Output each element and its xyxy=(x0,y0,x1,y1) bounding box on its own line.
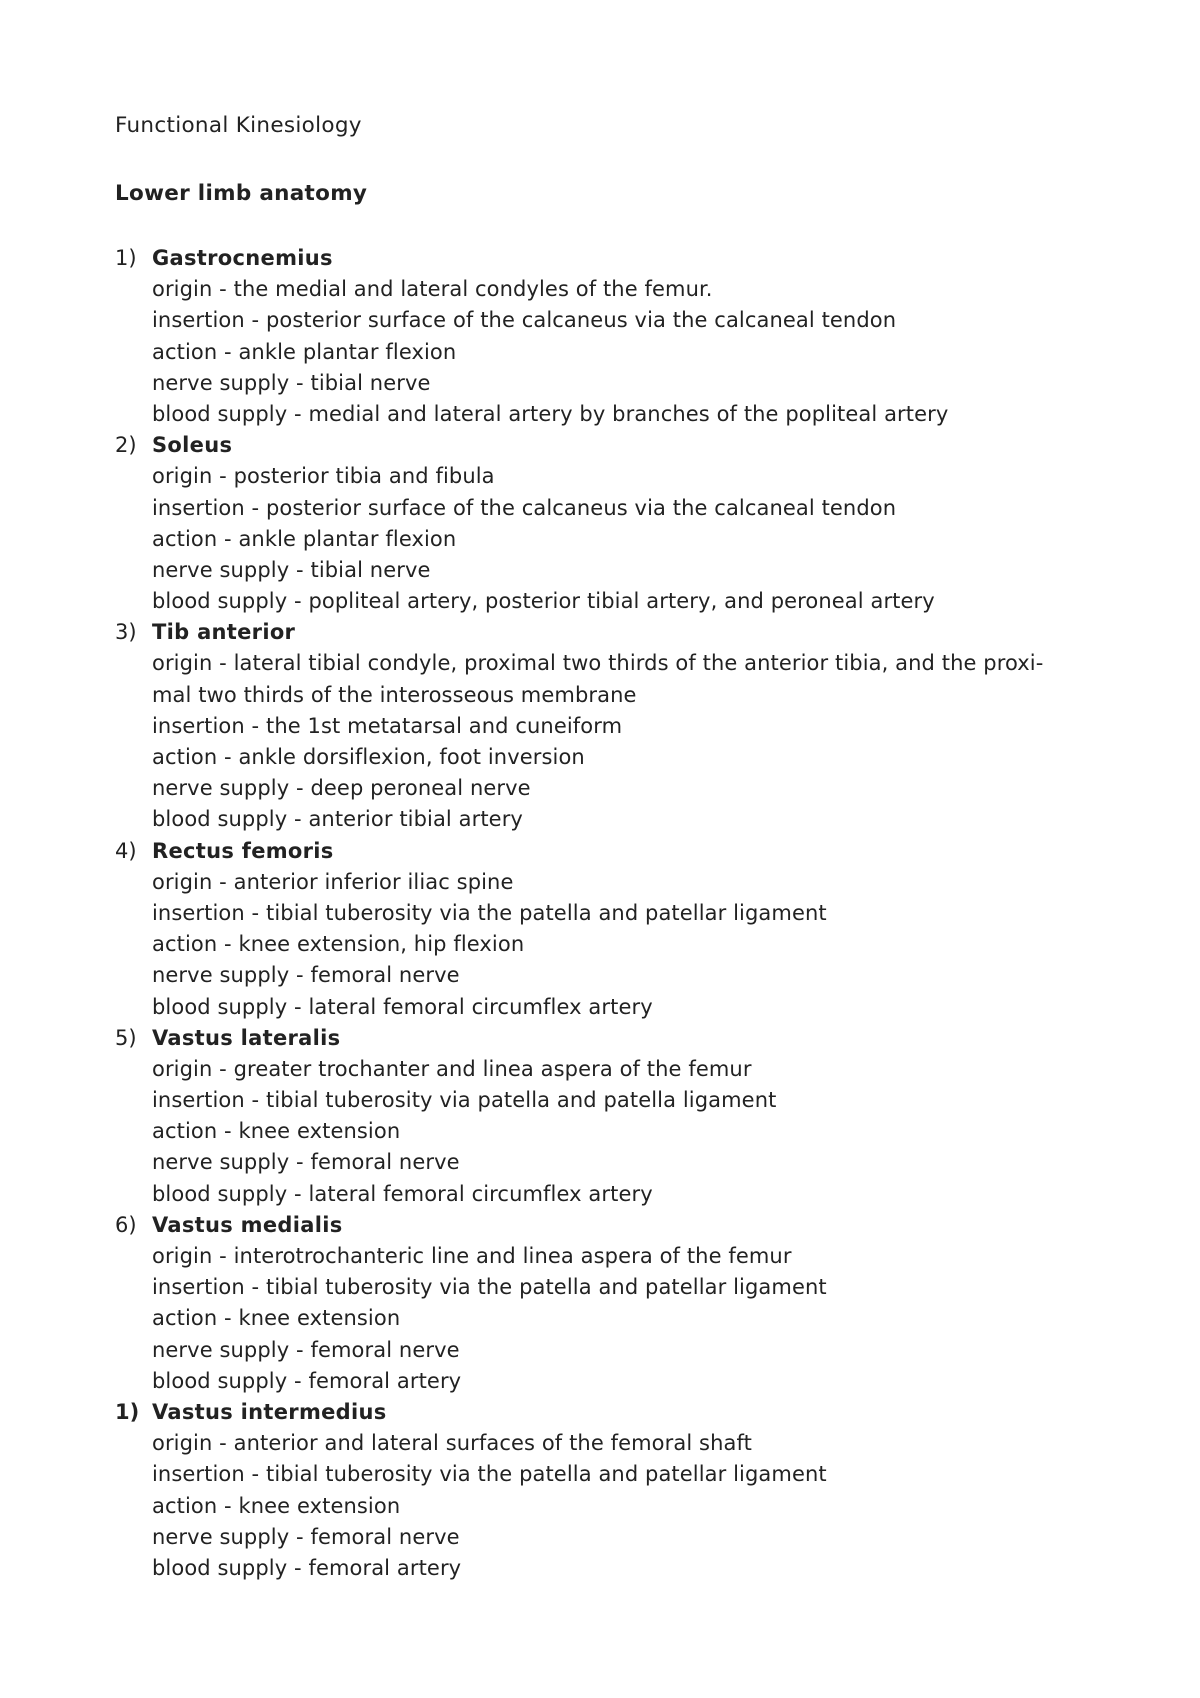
muscle-detail-row xyxy=(0,711,1200,742)
muscle-detail-row xyxy=(0,992,1200,1023)
muscle-detail-row xyxy=(0,305,1200,336)
muscle-detail-text: action - knee extension xyxy=(152,1306,401,1331)
list-number: 1) xyxy=(115,246,137,270)
muscle-detail-text: action - ankle dorsiflexion, foot inversion xyxy=(152,745,585,769)
muscle-detail-text: blood supply - anterior tibial artery xyxy=(152,807,523,832)
muscle-detail-text: origin - lateral tibial condyle, proximal two thirds of the anterior tibia, and the proxi- xyxy=(152,651,1044,676)
muscle-detail-text: insertion - tibial tuberosity via patella and patella ligament xyxy=(152,1088,777,1113)
muscle-detail-row xyxy=(0,1303,1200,1334)
muscle-heading xyxy=(0,243,1200,274)
muscle-detail-text: insertion - tibial tuberosity via the patella and patellar ligament xyxy=(152,900,827,925)
muscle-name: Vastus medialis xyxy=(152,1212,343,1237)
muscle-detail-row xyxy=(0,368,1200,399)
muscle-detail-text: nerve supply - femoral nerve xyxy=(152,963,460,988)
muscle-name: Rectus femoris xyxy=(152,838,334,863)
muscle-heading xyxy=(0,617,1200,648)
muscle-detail-text: origin - anterior and lateral surfaces of the femoral shaft xyxy=(152,1431,752,1456)
muscle-detail-text: nerve supply - femoral nerve xyxy=(152,1337,460,1362)
muscle-name: Soleus xyxy=(152,433,233,458)
muscle-detail-row xyxy=(0,898,1200,929)
muscle-heading xyxy=(0,430,1200,461)
muscle-detail-row xyxy=(0,929,1200,960)
muscle-detail-text: action - knee extension, hip flexion xyxy=(152,932,525,957)
muscle-detail-text: origin - interotrochanteric line and linea aspera of the femur xyxy=(152,1244,792,1268)
muscle-detail-row xyxy=(0,1147,1200,1178)
muscle-detail-row xyxy=(0,1335,1200,1366)
muscle-detail-row xyxy=(0,337,1200,368)
muscle-detail-row xyxy=(0,773,1200,804)
muscle-detail-row xyxy=(0,1553,1200,1584)
muscle-detail-text: action - ankle plantar flexion xyxy=(152,339,457,364)
muscle-detail-text: origin - the medial and lateral condyles of the femur. xyxy=(152,277,713,302)
muscle-detail-row xyxy=(0,461,1200,492)
list-number: 4) xyxy=(115,838,137,863)
muscle-detail-row xyxy=(0,274,1200,305)
muscle-detail-row xyxy=(0,1428,1200,1459)
muscle-detail-row xyxy=(0,1116,1200,1147)
list-number: 2) xyxy=(115,433,137,458)
muscle-detail-text: nerve supply - tibial nerve xyxy=(152,370,431,395)
muscle-detail-row xyxy=(0,1241,1200,1272)
list-number: 6) xyxy=(115,1212,137,1237)
muscle-detail-row xyxy=(0,524,1200,555)
muscle-detail-text: insertion - posterior surface of the calcaneus via the calcaneal tendon xyxy=(152,308,897,333)
muscle-name: Tib anterior xyxy=(152,620,296,645)
muscle-detail-row xyxy=(0,493,1200,524)
muscle-detail-row xyxy=(0,960,1200,991)
muscle-detail-text: origin - greater trochanter and linea aspera of the femur xyxy=(152,1056,752,1081)
muscle-detail-text: insertion - tibial tuberosity via the patella and patellar ligament xyxy=(152,1275,827,1300)
muscle-detail-text: action - knee extension xyxy=(152,1493,401,1518)
muscle-detail-text: blood supply - medial and lateral artery by branches of the popliteal artery xyxy=(152,401,949,426)
muscle-detail-row xyxy=(0,1491,1200,1522)
muscle-detail-text: blood supply - femoral artery xyxy=(152,1368,462,1393)
muscle-detail-text: origin - anterior inferior iliac spine xyxy=(152,869,514,894)
muscle-name: Vastus intermedius xyxy=(152,1399,387,1424)
muscle-detail-text: action - ankle plantar flexion xyxy=(152,526,457,551)
muscle-detail-row xyxy=(0,648,1200,679)
muscle-detail-text: blood supply - popliteal artery, posterior tibial artery, and peroneal artery xyxy=(152,589,935,614)
document-subtitle: Lower limb anatomy xyxy=(115,181,368,206)
muscle-heading xyxy=(0,1210,1200,1241)
muscle-detail-row xyxy=(0,586,1200,617)
muscle-detail-text: nerve supply - deep peroneal nerve xyxy=(152,776,531,801)
muscle-detail-text: blood supply - femoral artery xyxy=(152,1555,462,1580)
muscle-list xyxy=(0,243,1200,1584)
muscle-heading xyxy=(0,1023,1200,1054)
muscle-detail-row xyxy=(0,555,1200,586)
muscle-name: Vastus lateralis xyxy=(152,1025,341,1050)
muscle-detail-text: nerve supply - femoral nerve xyxy=(152,1524,460,1549)
list-number: 1) xyxy=(115,1399,140,1424)
muscle-detail-text: action - knee extension xyxy=(152,1119,401,1144)
muscle-detail-text: insertion - posterior surface of the calcaneus via the calcaneal tendon xyxy=(152,495,897,520)
muscle-detail-text: nerve supply - tibial nerve xyxy=(152,557,431,582)
list-number: 3) xyxy=(115,620,137,645)
muscle-detail-row xyxy=(0,680,1200,711)
muscle-heading xyxy=(0,836,1200,867)
muscle-detail-text: insertion - the 1st metatarsal and cuneiform xyxy=(152,713,623,738)
muscle-detail-row xyxy=(0,1366,1200,1397)
muscle-detail-row xyxy=(0,867,1200,898)
muscle-detail-text: insertion - tibial tuberosity via the patella and patellar ligament xyxy=(152,1462,827,1487)
muscle-detail-row xyxy=(0,1085,1200,1116)
muscle-detail-row xyxy=(0,1459,1200,1490)
muscle-heading xyxy=(0,1397,1200,1428)
muscle-detail-row xyxy=(0,1272,1200,1303)
muscle-detail-row xyxy=(0,742,1200,773)
muscle-detail-text: nerve supply - femoral nerve xyxy=(152,1150,460,1175)
muscle-detail-text: mal two thirds of the interosseous membrane xyxy=(152,682,637,707)
muscle-detail-row xyxy=(0,399,1200,430)
muscle-detail-text: blood supply - lateral femoral circumflex artery xyxy=(152,994,653,1019)
muscle-detail-text: blood supply - lateral femoral circumflex artery xyxy=(152,1181,653,1206)
muscle-detail-row xyxy=(0,804,1200,835)
muscle-detail-text: origin - posterior tibia and fibula xyxy=(152,464,495,489)
muscle-name: Gastrocnemius xyxy=(152,246,333,270)
document-title: Functional Kinesiology xyxy=(115,113,362,138)
muscle-detail-row xyxy=(0,1179,1200,1210)
muscle-detail-row xyxy=(0,1054,1200,1085)
muscle-detail-row xyxy=(0,1522,1200,1553)
list-number: 5) xyxy=(115,1025,137,1050)
